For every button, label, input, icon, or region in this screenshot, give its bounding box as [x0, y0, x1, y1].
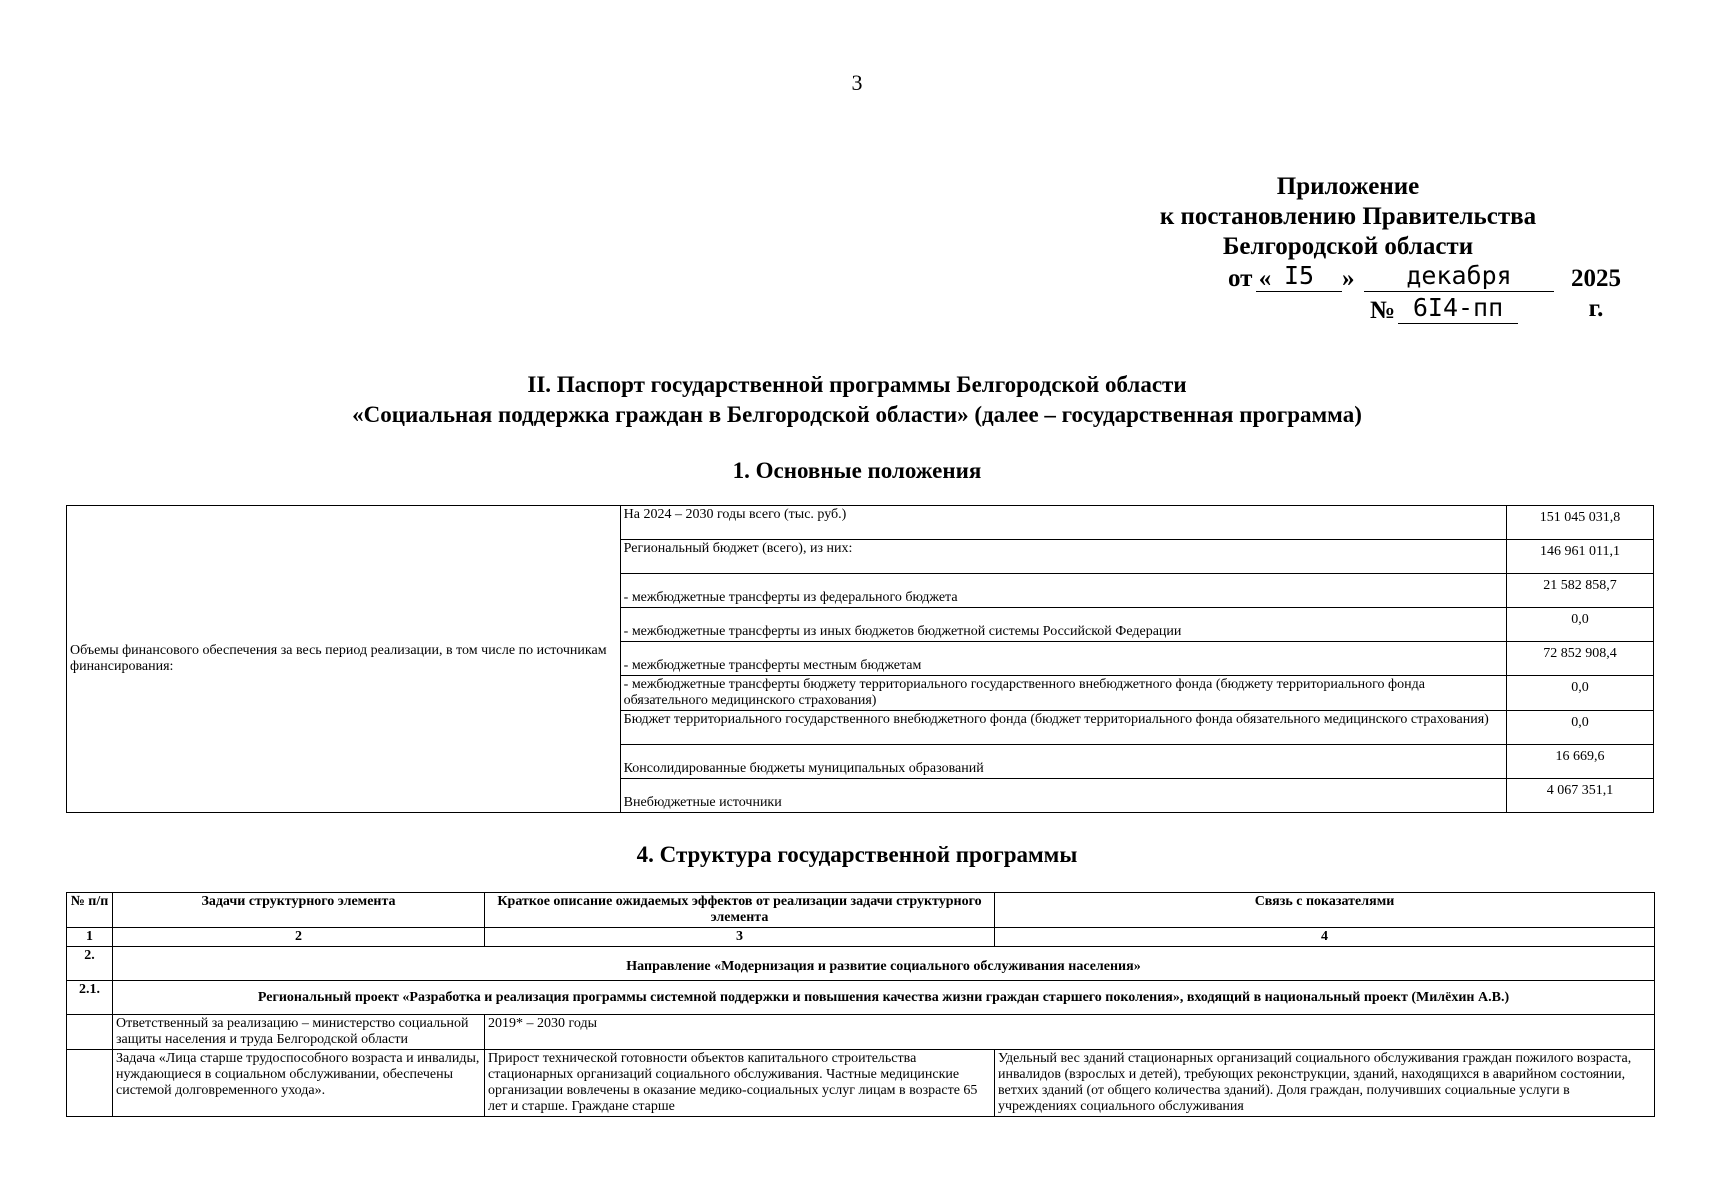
project-title: Региональный проект «Разработка и реализация программы системной поддержки и повышения качества жизни граждан старшего поколения», входящий в национальный проект (Милёхин А.В.) — [113, 981, 1655, 1015]
finance-row-label: Внебюджетные источники — [620, 779, 1506, 813]
effects-cell: Прирост технической готовности объектов капитального строительства стационарных организаций социального обслуживания. Частные медицинские организации вовлечены в оказание медико-социальных услуг лицам в возрасте 65 лет и старше. Граждане старше — [488, 1051, 978, 1114]
header-indicators: Связь с показателями — [995, 893, 1655, 928]
table-row — [67, 1050, 1655, 1117]
passport-title-line-2: «Социальная поддержка граждан в Белгородской области» (далее – государственная программа) — [352, 402, 1362, 427]
table-row — [67, 981, 1655, 1015]
direction-number: 2. — [67, 947, 113, 981]
number-value: 6I4-пп — [1398, 293, 1518, 324]
header-tasks: Задачи структурного элемента — [113, 893, 485, 928]
table-row — [67, 506, 1654, 540]
column-number: 4 — [995, 928, 1655, 947]
finance-row-value: 151 045 031,8 — [1507, 506, 1654, 540]
finance-row-label: - межбюджетные трансферты бюджету территориального государственного внебюджетного фонда (бюджету территориального фонда обязательного медицинского страхования) — [620, 676, 1506, 711]
table-row — [67, 1015, 1655, 1050]
finance-row-value: 0,0 — [1507, 676, 1654, 711]
indicators-cell: Удельный вес зданий стационарных организаций социального обслуживания граждан пожилого возраста, инвалидов (взрослых и детей), требующих реконструкции, зданий, находящихся в аварийном состоянии, ветхих зданий (от общего количества зданий). Доля граждан, получивших социальные услуги в учреждениях социального обслуживания — [998, 1051, 1632, 1114]
finance-row-label: - межбюджетные трансферты местным бюджетам — [620, 642, 1506, 676]
finance-row-label: Консолидированные бюджеты муниципальных образований — [620, 745, 1506, 779]
page-number: 3 — [851, 70, 863, 95]
finance-row-value: 146 961 011,1 — [1507, 540, 1654, 574]
finance-row-label: - межбюджетные трансферты из федерального бюджета — [620, 574, 1506, 608]
period-cell: 2019* – 2030 годы — [485, 1015, 1655, 1050]
column-number: 3 — [485, 928, 995, 947]
date-quote-close: » — [1342, 265, 1355, 292]
finance-row-label: Региональный бюджет (всего), из них: — [620, 540, 1506, 574]
section-1-title: 1. Основные положения — [732, 458, 982, 483]
date-month: декабря — [1364, 261, 1554, 292]
project-number: 2.1. — [67, 981, 113, 1015]
section-4-title: 4. Структура государственной программы — [636, 842, 1078, 867]
header-effects: Краткое описание ожидаемых эффектов от реализации задачи структурного элемента — [485, 893, 995, 928]
header-number: № п/п — [67, 893, 113, 928]
direction-title: Направление «Модернизация и развитие социального обслуживания населения» — [113, 947, 1655, 981]
column-number: 1 — [67, 928, 113, 947]
finance-row-label: - межбюджетные трансферты из иных бюджетов бюджетной системы Российской Федерации — [620, 608, 1506, 642]
appendix-line-2: к постановлению Правительства — [1159, 203, 1537, 230]
table-numbers-row — [67, 928, 1655, 947]
finance-row-value: 0,0 — [1507, 608, 1654, 642]
appendix-title: Приложение — [1276, 173, 1420, 200]
column-number: 2 — [113, 928, 485, 947]
table-header-row — [67, 893, 1655, 928]
finance-row-value: 21 582 858,7 — [1507, 574, 1654, 608]
finance-row-value: 4 067 351,1 — [1507, 779, 1654, 813]
finance-row-label: Бюджет территориального государственного внебюджетного фонда (бюджет территориального фонда обязательного медицинского страхования) — [620, 711, 1506, 745]
date-prefix: от « — [1228, 265, 1272, 292]
appendix-block — [1068, 172, 1628, 328]
finance-source-label: Объемы финансового обеспечения за весь период реализации, в том числе по источникам финансирования: — [67, 506, 621, 813]
empty-cell — [67, 1050, 113, 1117]
number-sign: № — [1370, 297, 1396, 324]
appendix-line-3: Белгородской области — [1222, 233, 1474, 260]
finance-row-value: 72 852 908,4 — [1507, 642, 1654, 676]
date-year: 2025 г. — [1571, 265, 1621, 322]
passport-title-line-1: II. Паспорт государственной программы Белгородской области — [527, 372, 1187, 397]
finance-table — [66, 505, 1654, 813]
finance-row-label: На 2024 – 2030 годы всего (тыс. руб.) — [620, 506, 1506, 540]
finance-row-value: 16 669,6 — [1507, 745, 1654, 779]
structure-table — [66, 892, 1655, 1117]
passport-title — [0, 370, 1714, 430]
date-day: I5 — [1256, 261, 1342, 292]
finance-row-value: 0,0 — [1507, 711, 1654, 745]
empty-cell — [67, 1015, 113, 1050]
table-row — [67, 947, 1655, 981]
task-cell: Задача «Лица старше трудоспособного возраста и инвалиды, нуждающиеся в социальном обслуживании, обеспечены системой долговременного ухода». — [116, 1051, 480, 1098]
responsible-cell: Ответственный за реализацию – министерство социальной защиты населения и труда Белгородской области — [113, 1015, 485, 1050]
